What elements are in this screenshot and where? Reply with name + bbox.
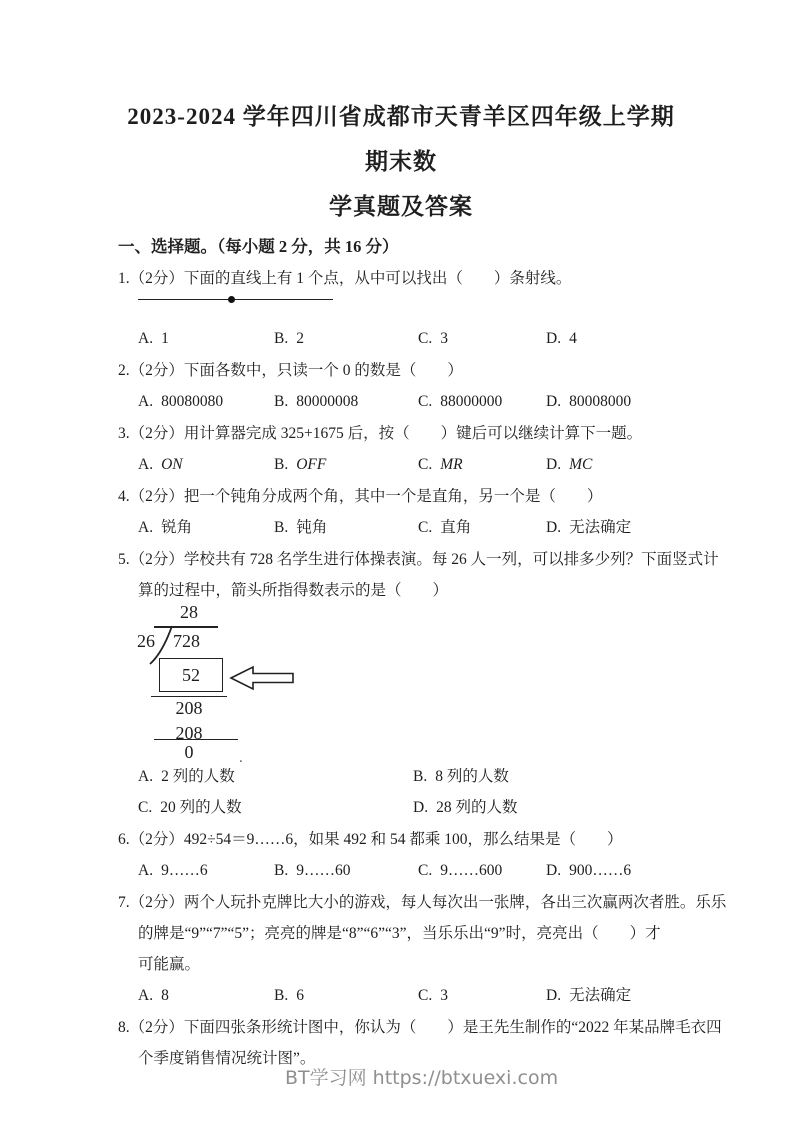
option-a [138,323,274,354]
division-divisor: 26 [137,631,155,651]
division-boxed-value [159,658,223,692]
question-5-options-row-1 [138,761,684,792]
option-text: 1 [161,330,169,347]
question-7-text-line-3: 可能赢。 [138,956,201,973]
division-rule-line [154,739,238,740]
option-c [418,386,546,417]
division-dividend: 728 [173,631,200,651]
option-text: 20 列的人数 [160,799,242,816]
option-d [546,855,684,886]
option-text: 9……6 [161,862,208,879]
option-c [418,980,546,1011]
left-arrow-icon [229,665,295,691]
option-text: 3 [440,987,448,1004]
option-text: 80000008 [296,393,359,410]
question-7-text-line-1: 7.（2分）两个人玩扑克牌比大小的游戏，每人每次出一张牌，各出三次赢两次者胜。乐乐 [118,894,727,911]
period-mark: . [239,750,243,766]
option-letter: A. [138,330,154,347]
option-letter: A. [138,987,154,1004]
option-text: 2 [296,330,304,347]
title-line-2: 学真题及答案 [329,194,473,219]
option-text: 9……60 [296,862,351,879]
option-text: 6 [296,987,304,1004]
division-remainder: 0 [184,742,194,762]
option-text: 88000000 [440,393,503,410]
option-text: 3 [440,330,448,347]
line-with-point-diagram [138,294,338,320]
option-d [413,792,684,823]
question-3-options [138,449,684,480]
question-5 [118,544,719,823]
option-b [274,980,418,1011]
question-2-text: 2.（2分）下面各数中，只读一个 0 的数是（ ） [118,362,463,379]
option-d [546,449,684,480]
option-d [546,386,684,417]
option-text: 80080080 [161,393,224,410]
option-a [138,512,274,543]
option-letter: C. [418,519,433,536]
option-text: OFF [296,456,327,473]
page-content [118,0,727,1074]
option-c [418,512,546,543]
long-division-diagram [137,599,684,766]
option-b [413,761,684,792]
question-5-text-line-1: 5.（2分）学校共有 728 名学生进行体操表演。每 26 人一列，可以排多少列？下面竖式计 [118,551,719,568]
option-letter: B. [274,330,289,347]
option-a [138,855,274,886]
option-text: 8 列的人数 [435,768,509,785]
question-1 [118,263,684,354]
option-text: ON [161,456,183,473]
option-b [274,386,418,417]
question-7 [118,887,727,1011]
option-letter: C. [418,393,433,410]
option-letter: C. [418,330,433,347]
option-letter: B. [274,862,289,879]
option-letter: D. [546,456,562,473]
option-c [418,855,546,886]
option-b [274,855,418,886]
option-a [138,386,274,417]
option-letter: B. [274,456,289,473]
option-d [546,323,684,354]
question-6-text: 6.（2分）492÷54＝9……6，如果 492 和 54 都乘 100，那么结果是（ ） [118,831,623,848]
question-4-options [138,512,684,543]
option-text: 80008000 [569,393,632,410]
point-dot [228,296,235,303]
option-letter: A. [138,519,154,536]
option-letter: D. [546,987,562,1004]
question-3 [118,418,684,480]
option-letter: C. [138,799,153,816]
division-subtract-row-1: 208 [175,698,203,718]
option-a [138,761,413,792]
question-5-options-row-2 [138,792,684,823]
question-8-text-line-2: 个季度销售情况统计图”。 [138,1050,316,1067]
option-letter: D. [413,799,429,816]
question-7-text-line-2: 的牌是“9”“7”“5”；亮亮的牌是“8”“6”“3”，当乐乐出“9”时，亮亮出（ ）才 [138,925,661,942]
option-letter: A. [138,393,154,410]
question-7-options [138,980,684,1011]
division-quotient: 28 [180,602,198,622]
option-letter: A. [138,862,154,879]
option-b [274,323,418,354]
option-letter: C. [418,456,433,473]
option-d [546,512,684,543]
option-d [546,980,684,1011]
question-6-options [138,855,684,886]
option-text: 900……6 [569,862,632,879]
option-letter: C. [418,862,433,879]
question-8-text-line-1: 8.（2分）下面四张条形统计图中，你认为（ ）是王先生制作的“2022 年某品牌毛衣四 [118,1019,722,1036]
option-letter: A. [138,768,154,785]
option-text: 2 列的人数 [161,768,235,785]
question-6 [118,824,684,886]
option-text: 无法确定 [569,987,632,1004]
option-letter: A. [138,456,154,473]
watermark: BT学习网 https://btxuexi.com [285,1067,559,1089]
question-4-text: 4.（2分）把一个钝角分成两个角，其中一个是直角，另一个是（ ） [118,488,603,505]
option-text: 直角 [440,519,472,536]
option-letter: D. [546,330,562,347]
option-letter: B. [274,393,289,410]
option-letter: B. [274,519,289,536]
option-text: 8 [161,987,169,1004]
option-text: 无法确定 [569,519,632,536]
question-2-options [138,386,684,417]
option-letter: B. [274,987,289,1004]
question-1-text: 1.（2分）下面的直线上有 1 个点，从中可以找出（ ）条射线。 [118,270,572,287]
option-a [138,980,274,1011]
option-text: MR [440,456,463,473]
option-letter: C. [418,987,433,1004]
option-c [138,792,413,823]
question-3-text: 3.（2分）用计算器完成 325+1675 后，按（ ）键后可以继续计算下一题。 [118,425,643,442]
question-5-text-line-2: 算的过程中，箭头所指得数表示的是（ ） [138,582,449,599]
boxed-number: 52 [182,665,200,685]
option-text: MC [569,456,593,473]
option-b [274,449,418,480]
section-heading: 一、选择题。（每小题 2 分，共 16 分） [118,237,399,256]
option-c [418,449,546,480]
option-text: 钝角 [296,519,328,536]
option-letter: B. [413,768,428,785]
option-text: 28 列的人数 [436,799,518,816]
option-text: 4 [569,330,577,347]
option-letter: D. [546,519,562,536]
page-title [118,0,684,229]
question-4 [118,481,684,543]
title-line-1: 2023-2024 学年四川省成都市天青羊区四年级上学期期末数 [127,104,675,174]
option-letter: D. [546,393,562,410]
option-letter: D. [546,862,562,879]
option-b [274,512,418,543]
option-text: 锐角 [161,519,193,536]
option-text: 9……600 [440,862,503,879]
option-a [138,449,274,480]
division-subtract-row-2: 208 [175,723,203,743]
question-2 [118,355,684,417]
straight-line [138,299,333,300]
question-1-options [138,323,684,354]
option-c [418,323,546,354]
